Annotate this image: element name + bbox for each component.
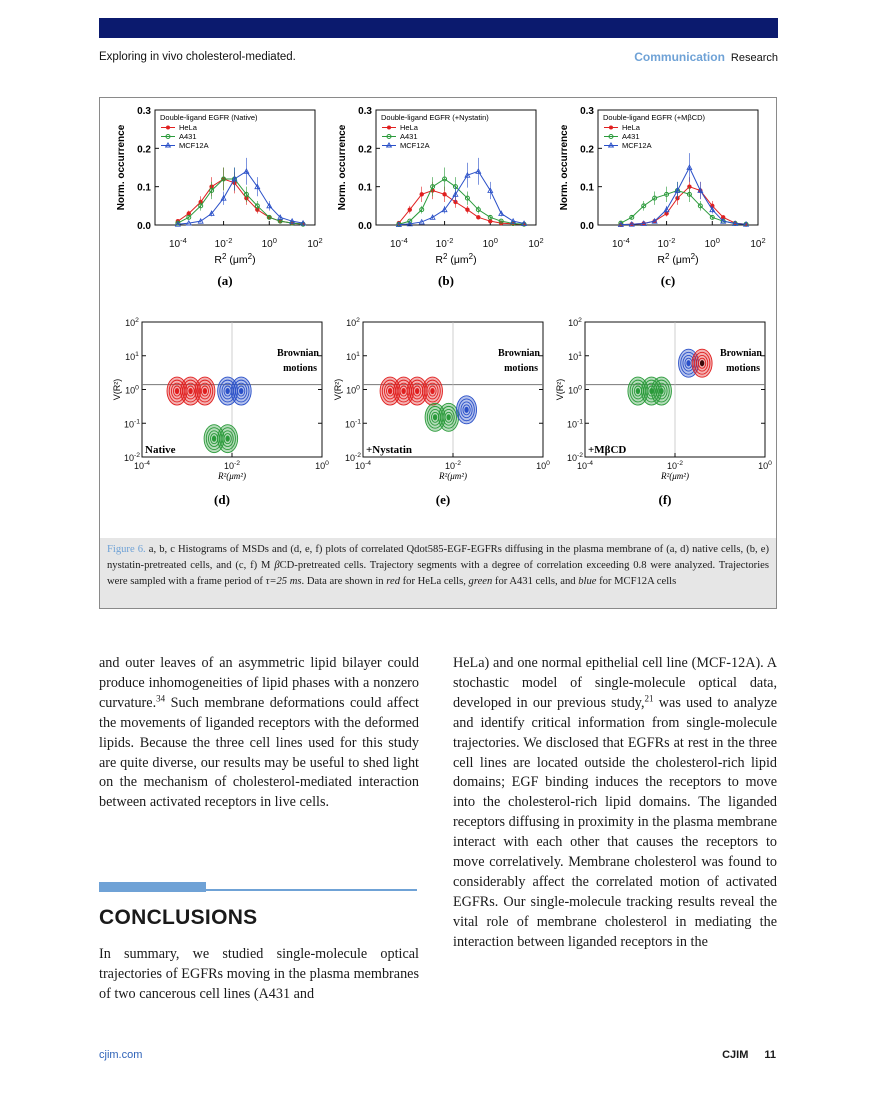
- panel-label: (b): [438, 273, 454, 288]
- body-left-column: [99, 654, 419, 813]
- panel-d: [110, 310, 328, 515]
- contour-peak-mcf12a: [686, 360, 690, 366]
- x-tick-label: $10^0$: [536, 460, 550, 471]
- data-point-hela: [465, 207, 469, 211]
- series-line-a431: [399, 179, 524, 224]
- y-axis-label: V(R²): [555, 378, 565, 401]
- contour-peak-mcf12a: [464, 407, 468, 413]
- y-axis-label: V(R²): [112, 378, 122, 401]
- y-axis-label: Norm. occurrence: [559, 124, 570, 211]
- x-tick-label: $10^0$: [261, 236, 277, 250]
- caption-text: for MCF12A cells: [596, 576, 677, 587]
- panel-b: [331, 100, 551, 300]
- body-text: Such membrane deformations could affect the movements of liganded receptors with the deformed lipids. Because the three cell lines used for this study are quite diverse, our results may be useful to shed light on the mechanism of cholesterol-mediated interaction between activated receptors in live cells.: [99, 694, 419, 811]
- conclusions-paragraph: In summary, we studied single-molecule optical trajectories of EGFRs moving in the plasma membranes of two cancerous cell lines (A431 and: [99, 946, 419, 1002]
- body-text: was used to analyze and identify critical information from single-molecule trajectories. We disclosed that EGFRs at rest in the three cell lines are located outside the cholesterol-rich lipid domains; EGF binding induces the receptors to move into the cholesterol-rich lipid domains. The liganded receptors diffusing in proximity in the plasma membrane interact with each other that causes the receptors to move correlatively. Membrane cholesterol was found to considerably affect the correlated motion of activated EGFRs. Our single-molecule tracking results reveal the vital role of membrane cholesterol in mediating the interaction between liganded receptors in the: [453, 694, 777, 950]
- x-tick-label: $10^2$: [307, 236, 323, 250]
- y-tick-label: 0.2: [358, 144, 372, 156]
- body-text: HeLa) and one normal epithelial cell line (MCF-12A). A stochastic model of single-molecule optical data, developed in our previous study,: [453, 655, 777, 711]
- legend-marker: [166, 126, 170, 130]
- annotation-motions: motions: [726, 363, 760, 374]
- x-axis-label: R²(μm²): [661, 471, 689, 481]
- series-line-hela: [178, 179, 303, 224]
- y-tick-label: 0.1: [137, 182, 151, 194]
- y-tick-label: $10^{-2}$: [123, 452, 141, 463]
- panel-label: (f): [658, 492, 672, 507]
- caption-tau: τ=25 ms: [265, 576, 302, 587]
- figure-caption: [100, 538, 776, 608]
- data-point-hela: [420, 192, 424, 196]
- series-line-mcf12a: [178, 171, 303, 224]
- body-right-column: [453, 654, 777, 953]
- data-point-hela: [442, 192, 446, 196]
- contour-peak-a431: [446, 414, 450, 420]
- legend-title: Double-ligand EGFR (+Nystatin): [381, 113, 489, 122]
- section-name: Communication: [634, 50, 725, 64]
- contour-peak-a431: [659, 388, 663, 394]
- conclusions-heading: CONCLUSIONS: [99, 906, 258, 929]
- condition-tag: +MβCD: [588, 444, 627, 456]
- panel-label: (e): [435, 492, 451, 507]
- y-tick-label: 0.1: [358, 182, 372, 194]
- legend-title: Double-ligand EGFR (Native): [160, 113, 258, 122]
- y-tick-label: 0.2: [137, 144, 151, 156]
- legend-entry: A431: [622, 132, 640, 141]
- footer-page: [722, 1049, 776, 1061]
- x-tick-label: $10^{-2}$: [223, 460, 241, 471]
- series-line-a431: [178, 179, 303, 224]
- contour-peak-hela: [203, 388, 207, 394]
- x-tick-label: $10^0$: [482, 236, 498, 250]
- panel-label: (c): [660, 273, 676, 288]
- caption-text: a, b, c Histograms of MSDs and (d, e, f) plots of correlated Qdot585-EGF-EGFRs diffusing in the plasma membrane of (a, d) native cells, (b, e) nystatin-pretreated cells, and (c, f) M: [107, 544, 769, 571]
- annotation-motions: motions: [504, 363, 538, 374]
- legend-marker: [387, 126, 391, 130]
- caption-text: for A431 cells, and: [492, 576, 579, 587]
- contour-peak-a431: [636, 388, 640, 394]
- x-tick-label: $10^{-4}$: [611, 236, 630, 250]
- legend-entry: HeLa: [622, 123, 640, 132]
- caption-green: green: [468, 576, 493, 587]
- y-axis-label: Norm. occurrence: [337, 124, 348, 211]
- section-rule: [99, 882, 417, 892]
- contour-peak-mcf12a: [239, 388, 243, 394]
- reference-34: 34: [156, 693, 166, 704]
- x-axis-label: R²(μm²): [439, 471, 467, 481]
- annotation-brownian: Brownian: [719, 348, 762, 359]
- x-tick-label: $10^{-4}$: [576, 460, 594, 471]
- x-tick-label: $10^{-4}$: [354, 460, 372, 471]
- caption-blue: blue: [578, 576, 597, 587]
- y-tick-label: 0.3: [358, 106, 372, 117]
- y-tick-label: $10^0$: [568, 384, 582, 396]
- caption-text: for HeLa cells,: [400, 576, 469, 587]
- contour-peak-hela: [388, 388, 392, 394]
- contour-peak-hela: [415, 388, 419, 394]
- caption-red: red: [386, 576, 400, 587]
- data-point-hela: [408, 207, 412, 211]
- legend-entry: MCF12A: [622, 141, 652, 150]
- body-text: and outer leaves of an asymmetric lipid bilayer could produce inhomogeneities of lipid phases with a nonzero curvature.: [99, 655, 419, 711]
- running-title: Exploring in vivo cholesterol-mediated.: [99, 51, 296, 63]
- y-tick-label: $10^{-1}$: [123, 418, 141, 430]
- x-axis-label: $R^2$ $(\mu m^2)$: [435, 252, 477, 266]
- y-tick-label: 0.0: [358, 221, 372, 232]
- annotation-brownian: Brownian: [276, 348, 319, 359]
- contour-peak-mcf12a: [225, 388, 229, 394]
- y-tick-label: $10^{-1}$: [344, 418, 362, 430]
- panel-e: [331, 310, 549, 515]
- footer-site-link[interactable]: cjim.com: [99, 1049, 143, 1061]
- x-tick-label: $10^2$: [528, 236, 544, 250]
- contour-peak-hela: [700, 360, 704, 366]
- contour-peak-a431: [225, 436, 229, 442]
- contour-peak-hela: [401, 388, 405, 394]
- y-tick-label: 0.1: [580, 182, 594, 194]
- x-tick-label: $10^{-4}$: [133, 460, 151, 471]
- x-tick-label: $10^{-2}$: [657, 236, 676, 250]
- caption-beta: β: [274, 560, 280, 571]
- legend-entry: A431: [179, 132, 197, 141]
- x-tick-label: $10^0$: [758, 460, 772, 471]
- series-line-mcf12a: [621, 168, 746, 225]
- contour-peak-hela: [430, 388, 434, 394]
- x-axis-label: $R^2$ $(\mu m^2)$: [657, 252, 699, 266]
- section-type: Research: [730, 52, 778, 64]
- y-tick-label: 0.0: [580, 221, 594, 232]
- condition-tag: Native: [145, 444, 176, 456]
- y-tick-label: 0.0: [137, 221, 151, 232]
- legend-marker: [609, 126, 613, 130]
- data-point-hela: [476, 215, 480, 219]
- x-tick-label: $10^{-2}$: [435, 236, 454, 250]
- reference-21: 21: [644, 693, 654, 704]
- contour-peak-a431: [433, 414, 437, 420]
- x-tick-label: $10^{-2}$: [214, 236, 233, 250]
- y-axis-label: V(R²): [333, 378, 343, 401]
- y-tick-label: $10^{-2}$: [566, 452, 584, 463]
- contour-peak-hela: [188, 388, 192, 394]
- y-tick-label: $10^0$: [346, 384, 360, 396]
- panel-a: [110, 100, 330, 300]
- y-tick-label: $10^1$: [346, 350, 360, 362]
- series-line-hela: [399, 191, 524, 225]
- legend-entry: A431: [400, 132, 418, 141]
- annotation-motions: motions: [283, 363, 317, 374]
- y-tick-label: $10^2$: [568, 317, 582, 328]
- x-tick-label: $10^0$: [315, 460, 329, 471]
- y-tick-label: 0.2: [580, 144, 594, 156]
- series-line-mcf12a: [399, 171, 524, 224]
- legend-entry: MCF12A: [179, 141, 209, 150]
- y-tick-label: $10^2$: [346, 317, 360, 328]
- x-tick-label: $10^0$: [704, 236, 720, 250]
- annotation-brownian: Brownian: [497, 348, 540, 359]
- condition-tag: +Nystatin: [366, 444, 412, 456]
- x-tick-label: $10^{-2}$: [666, 460, 684, 471]
- y-tick-label: 0.3: [137, 106, 151, 117]
- panel-c: [553, 100, 773, 300]
- panel-label: (a): [217, 273, 233, 288]
- journal-color-bar: [99, 18, 778, 38]
- legend-entry: MCF12A: [400, 141, 430, 150]
- caption-text: CD-pretreated cells. Trajectory segments with a degree of correlation exceeding 0.8 were analyzed. Trajectories were sampled with a frame period of: [107, 560, 769, 587]
- y-tick-label: $10^{-1}$: [566, 418, 584, 430]
- y-axis-label: Norm. occurrence: [116, 124, 127, 211]
- panel-label: (d): [214, 492, 230, 507]
- panel-f: [553, 310, 771, 515]
- legend-entry: HeLa: [400, 123, 418, 132]
- x-tick-label: $10^{-4}$: [168, 236, 187, 250]
- x-axis-label: R²(μm²): [218, 471, 246, 481]
- x-tick-label: $10^{-2}$: [444, 460, 462, 471]
- figure-label: Figure 6.: [107, 544, 146, 555]
- page-number: 11: [764, 1049, 776, 1061]
- y-tick-label: $10^1$: [125, 350, 139, 362]
- contour-peak-hela: [175, 388, 179, 394]
- y-tick-label: $10^2$: [125, 317, 139, 328]
- legend-title: Double-ligand EGFR (+MβCD): [603, 113, 706, 122]
- y-tick-label: $10^1$: [568, 350, 582, 362]
- y-tick-label: $10^{-2}$: [344, 452, 362, 463]
- y-tick-label: 0.3: [580, 106, 594, 117]
- legend-entry: HeLa: [179, 123, 197, 132]
- x-tick-label: $10^{-4}$: [389, 236, 408, 250]
- x-tick-label: $10^2$: [750, 236, 766, 250]
- x-axis-label: $R^2$ $(\mu m^2)$: [214, 252, 256, 266]
- footer-journal: CJIM: [722, 1049, 749, 1061]
- contour-peak-a431: [212, 436, 216, 442]
- section-label: [634, 50, 778, 64]
- caption-text: . Data are shown in: [301, 576, 387, 587]
- y-tick-label: $10^0$: [125, 384, 139, 396]
